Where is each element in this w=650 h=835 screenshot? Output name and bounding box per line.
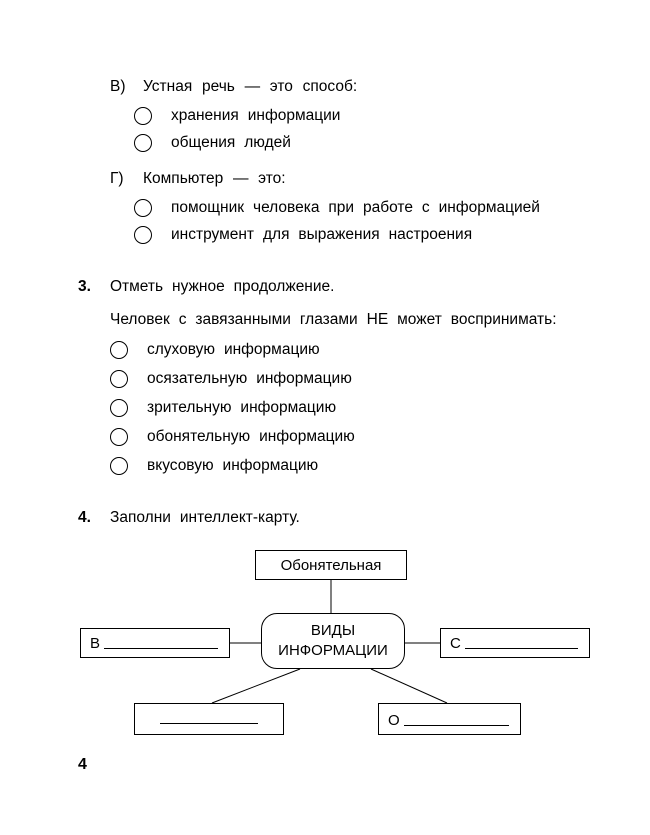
mindmap-right-box (440, 628, 590, 658)
radio-option (134, 199, 650, 217)
radio-circle[interactable] (134, 107, 152, 125)
worksheet-page (0, 76, 650, 761)
radio-circle[interactable] (110, 428, 128, 446)
mindmap-bottom-right-box (378, 703, 521, 735)
task-3 (0, 276, 650, 475)
radio-circle[interactable] (134, 199, 152, 217)
subquestion-v (110, 76, 650, 98)
subquestion-v-text: Устная речь — это способ: (143, 78, 358, 95)
mindmap-right-prefix: С (450, 635, 461, 652)
task-3-heading (0, 276, 650, 298)
option-label: зрительную информацию (147, 399, 337, 416)
task-3-subtitle: Человек с завязанными глазами НЕ может воспринимать: (110, 311, 557, 328)
mindmap (0, 541, 650, 761)
mindmap-top-box (255, 550, 407, 580)
mindmap-center-box (261, 613, 405, 669)
option-label: общения людей (171, 134, 291, 151)
page-number: 4 (78, 756, 87, 773)
mindmap-left-box (80, 628, 230, 658)
task-4-title: Заполни интеллект-карту. (110, 509, 300, 526)
mindmap-bottom-right-blank-field[interactable] (404, 725, 509, 726)
subquestion-g-options (0, 199, 650, 244)
option-label: помощник человека при работе с информацией (171, 199, 540, 216)
task-4-heading (0, 507, 650, 529)
option-label: хранения информации (171, 107, 341, 124)
radio-option (110, 341, 650, 359)
task-4-number: 4. (78, 509, 91, 526)
subquestion-v-options (0, 107, 650, 152)
option-label: слуховую информацию (147, 341, 320, 358)
radio-option (134, 107, 650, 125)
connector-bottom-left (212, 669, 300, 703)
option-label: инструмент для выражения настроения (171, 226, 473, 243)
task-3-title: Отметь нужное продолжение. (110, 278, 335, 295)
option-label: осязательную информацию (147, 370, 352, 387)
subquestion-v-label: В) (110, 78, 126, 95)
radio-circle[interactable] (110, 457, 128, 475)
radio-option (134, 134, 650, 152)
option-label: обонятельную информацию (147, 428, 355, 445)
radio-option (110, 399, 650, 417)
subquestion-g (110, 168, 650, 190)
radio-option (110, 370, 650, 388)
radio-circle[interactable] (110, 341, 128, 359)
mindmap-bottom-left-blank-field[interactable] (160, 723, 258, 724)
radio-circle[interactable] (134, 226, 152, 244)
radio-option (110, 457, 650, 475)
radio-circle[interactable] (110, 399, 128, 417)
radio-option (110, 428, 650, 446)
subquestion-g-text: Компьютер — это: (143, 170, 286, 187)
task-3-options (0, 341, 650, 475)
mindmap-left-prefix: В (90, 635, 101, 652)
radio-circle[interactable] (110, 370, 128, 388)
radio-circle[interactable] (134, 134, 152, 152)
mindmap-left-blank-field[interactable] (104, 648, 218, 649)
radio-option (134, 226, 650, 244)
task-3-number: 3. (78, 278, 91, 295)
subquestion-g-label: Г) (110, 170, 124, 187)
mindmap-top-label: Обонятельная (280, 556, 382, 574)
mindmap-bottom-left-box (134, 703, 284, 735)
mindmap-center-label: ВИДЫ ИНФОРМАЦИИ (278, 621, 388, 659)
mindmap-right-blank-field[interactable] (465, 648, 578, 649)
mindmap-bottom-right-prefix: О (388, 712, 400, 729)
option-label: вкусовую информацию (147, 457, 319, 474)
connector-bottom-right (371, 669, 447, 703)
task-4 (0, 507, 650, 761)
